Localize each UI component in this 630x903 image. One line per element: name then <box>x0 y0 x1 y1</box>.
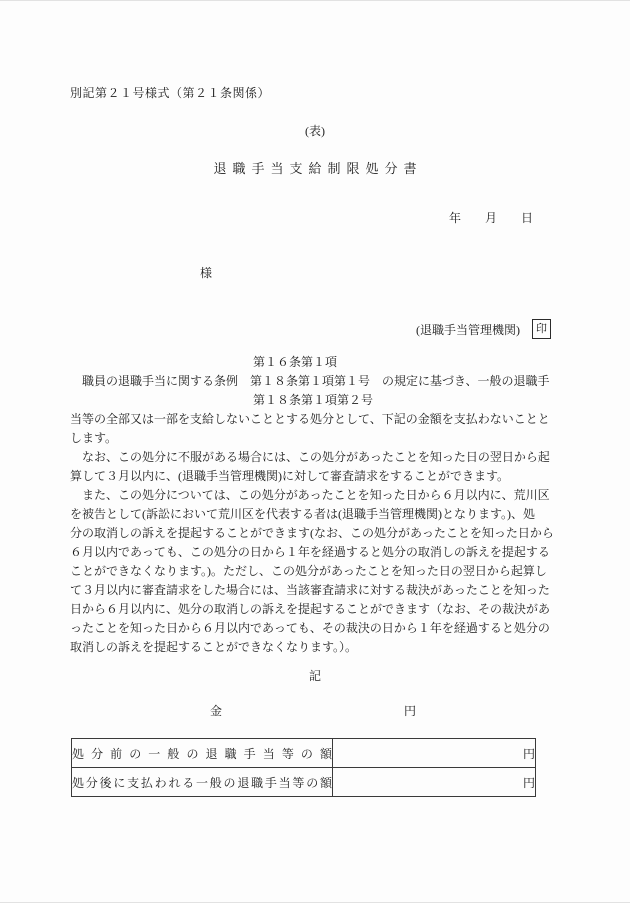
row-label: 処分前の一般の退職手当等の額 <box>72 739 333 768</box>
body-line: 当等の全部又は一部を支給しないこととする処分として、下記の金額を支払わないことと <box>70 412 550 426</box>
form-number: 別記第２１号様式（第２１条関係） <box>70 86 271 100</box>
amount-prefix: 金 <box>210 704 223 718</box>
unit-label: 円 <box>522 775 535 790</box>
issuer-name: (退職手当管理機関) <box>416 322 520 337</box>
amount-table <box>71 738 536 797</box>
table-row-after-disposition <box>72 768 536 797</box>
body-line: 分の取消しの訴えを提起することができます(なお、この処分があったことを知った日から <box>70 526 554 540</box>
row-label: 処分後に支払われる一般の退職手当等の額 <box>72 768 333 797</box>
body-line: ６月以内であっても、この処分の日から１年を経過すると処分の取消しの訴えを提起する <box>70 545 550 559</box>
body-line: 取消しの訴えを提起することができなくなります。）。 <box>70 640 358 654</box>
record-mark: 記 <box>308 669 321 683</box>
body-line: ったことを知った日から６月以内であっても、その裁決の日から１年を経過すると処分の <box>70 621 550 635</box>
body-line: ことができなくなります。)。ただし、この処分があったことを知った日の翌日から起算し <box>70 564 547 578</box>
side-label: (表) <box>305 124 325 138</box>
body-line: なお、この処分に不服がある場合には、この処分があったことを知った日の翌日から起 <box>70 450 550 464</box>
body-text <box>70 353 566 657</box>
document-title: 退職手当支給制限処分書 <box>213 161 423 176</box>
body-line: 日から６月以内に、処分の取消しの訴えを提起することができます（なお、その裁決があ <box>70 602 551 616</box>
amount-unit: 円 <box>404 704 417 718</box>
citation-clause-option-1: 第１６条第１項 <box>253 355 338 369</box>
seal-stamp: 印 <box>532 319 551 339</box>
body-line: を被告として(訴訟において荒川区を代表する者は(退職手当管理機関)となります。)、処 <box>70 507 536 521</box>
date-line: 年 月 日 <box>448 211 533 225</box>
unit-label: 円 <box>522 746 535 761</box>
issuer-line <box>416 319 551 339</box>
addressee-honorific: 様 <box>200 266 213 280</box>
body-line: します。 <box>70 431 118 445</box>
row-value-blank <box>333 739 536 768</box>
table-row-before-disposition <box>72 739 536 768</box>
citation-main-line: 職員の退職手当に関する条例 第１８条第１項第１号 の規定に基づき、一般の退職手 <box>70 374 550 388</box>
row-value-blank <box>333 768 536 797</box>
body-line: て３月以内に審査請求をした場合には、当該審査請求に対する裁決があったことを知った <box>70 583 550 597</box>
body-line: 算して３月以内に、(退職手当管理機関)に対して審査請求をすることができます。 <box>70 469 510 483</box>
body-line: また、この処分については、この処分があったことを知った日から６月以内に、荒川区 <box>70 488 550 502</box>
citation-clause-option-2: 第１８条第１項第２号 <box>253 393 374 407</box>
